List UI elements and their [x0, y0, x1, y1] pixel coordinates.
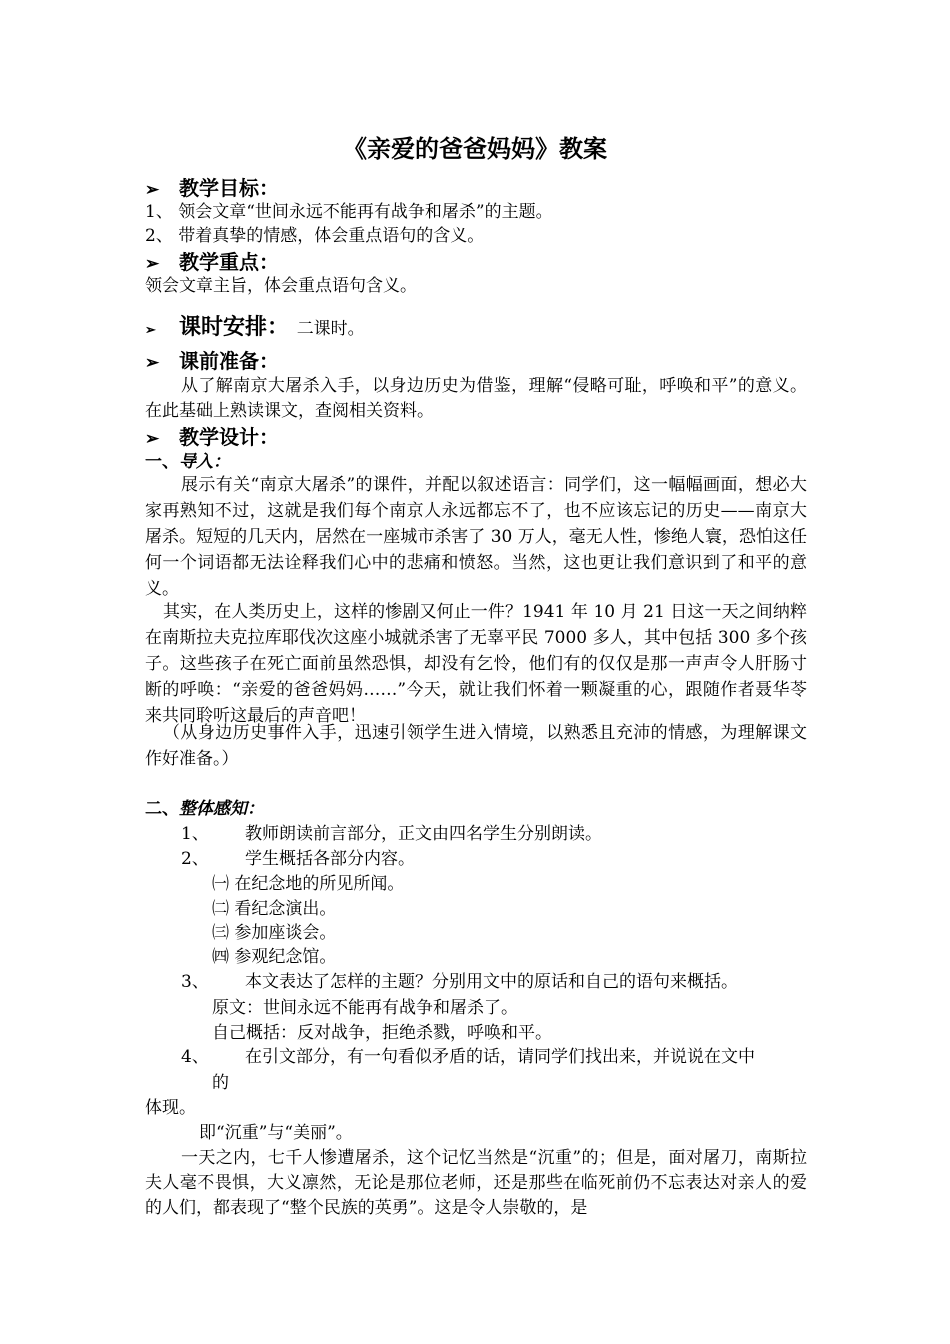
focus-heading: ➢ 教学重点： — [145, 249, 279, 277]
document-title: 《亲爱的爸爸妈妈》教案 — [343, 134, 607, 163]
list-item-3: 3、 本文表达了怎样的主题？分别用文中的原话和自己的语句来概括。 — [181, 972, 738, 992]
original-quote: 原文：世间永远不能再有战争和屠杀了。 — [212, 998, 518, 1018]
list-item-4-tail: 体现。 — [145, 1098, 196, 1118]
focus-text: 领会文章主旨，体会重点语句含义。 — [145, 276, 417, 296]
arrow-bullet-icon: ➢ — [145, 353, 160, 373]
part1-label: 一、导入： — [145, 452, 230, 472]
part1-paragraph-3: （从身边历史事件入手，迅速引领学生进入情境，以熟悉且充沛的情感，为理解课文作好准备。） — [145, 723, 807, 769]
part2-label: 二、整体感知： — [145, 799, 264, 819]
arrow-bullet-icon: ➢ — [145, 254, 160, 274]
sub-item-4: ㈣ 参观纪念馆。 — [212, 947, 337, 967]
goal-item-1: 1、 领会文章“世间永远不能再有战争和屠杀”的主题。 — [145, 202, 553, 222]
arrow-bullet-icon: ➢ — [145, 429, 160, 449]
design-heading: ➢ 教学设计： — [145, 424, 279, 452]
sub-item-1: ㈠ 在纪念地的所见所闻。 — [212, 874, 405, 894]
schedule-note: 二课时。 — [296, 319, 365, 339]
part2-final-paragraph: 一天之内，七千人惨遭屠杀，这个记忆当然是“沉重”的；但是，面对屠刀，南斯拉夫人毫不畏惧，大义凛然，无论是那位老师，还是那些在临死前仍不忘表达对亲人的爱的人们，都表现了“整个民族的英勇”。这是令人崇敬的，是 — [145, 1148, 807, 1218]
arrow-bullet-icon: ➢ — [145, 180, 160, 200]
schedule-heading: ➢ 课时安排： 二课时。 — [145, 313, 365, 345]
answer-line: 即“沉重”与“美丽”。 — [199, 1123, 353, 1143]
own-summary: 自己概括：反对战争，拒绝杀戮，呼唤和平。 — [212, 1023, 552, 1043]
list-item-4: 4、 在引文部分，有一句看似矛盾的话，请同学们找出来，并说说在文中 — [181, 1047, 755, 1067]
prep-paragraph: 从了解南京大屠杀入手，以身边历史为借鉴，理解“侵略可耻，呼唤和平”的意义。在此基础上熟读课文，查阅相关资料。 — [145, 376, 807, 421]
arrow-bullet-icon: ➢ — [145, 323, 156, 338]
sub-item-3: ㈢ 参加座谈会。 — [212, 923, 337, 943]
goal-item-2: 2、 带着真挚的情感，体会重点语句的含义。 — [145, 226, 485, 246]
sub-item-2: ㈡ 看纪念演出。 — [212, 899, 337, 919]
list-item-4-continued: 的 — [212, 1073, 229, 1093]
list-item-1: 1、 教师朗读前言部分，正文由四名学生分别朗读。 — [181, 824, 602, 844]
goals-heading: ➢ 教学目标： — [145, 175, 279, 203]
prep-heading: ➢ 课前准备： — [145, 348, 279, 376]
part1-paragraph-2: 其实，在人类历史上，这样的惨剧又何止一件？1941 年 10 月 21 日这一天之间纳粹在南斯拉夫克拉库耶伐次这座小城就杀害了无辜平民 7000 多人，其中包括 300 多个孩子。这些孩子在死亡面前虽然恐惧，却没有乞怜，他们有的仅仅是那一声声令人肝肠寸断的呼唤：“亲爱的爸爸妈妈……”今天，就让我们怀着一颗凝重的心，跟随作者聂华苓来共同聆听这最后的声音吧！ — [145, 602, 807, 726]
list-item-2: 2、 学生概括各部分内容。 — [181, 849, 415, 869]
part1-paragraph-1: 展示有关“南京大屠杀”的课件，并配以叙述语言：同学们，这一幅幅画面，想必大家再熟知不过，这就是我们每个南京人永远都忘不了，也不应该忘记的历史——南京大屠杀。短短的几天内，居然在一座城市杀害了 30 万人，毫无人性，惨绝人寰，恐怕这任何一个词语都无法诠释我们心中的悲痛和愤怒。当然，这也更让我们意识到了和平的意义。 — [145, 475, 807, 599]
